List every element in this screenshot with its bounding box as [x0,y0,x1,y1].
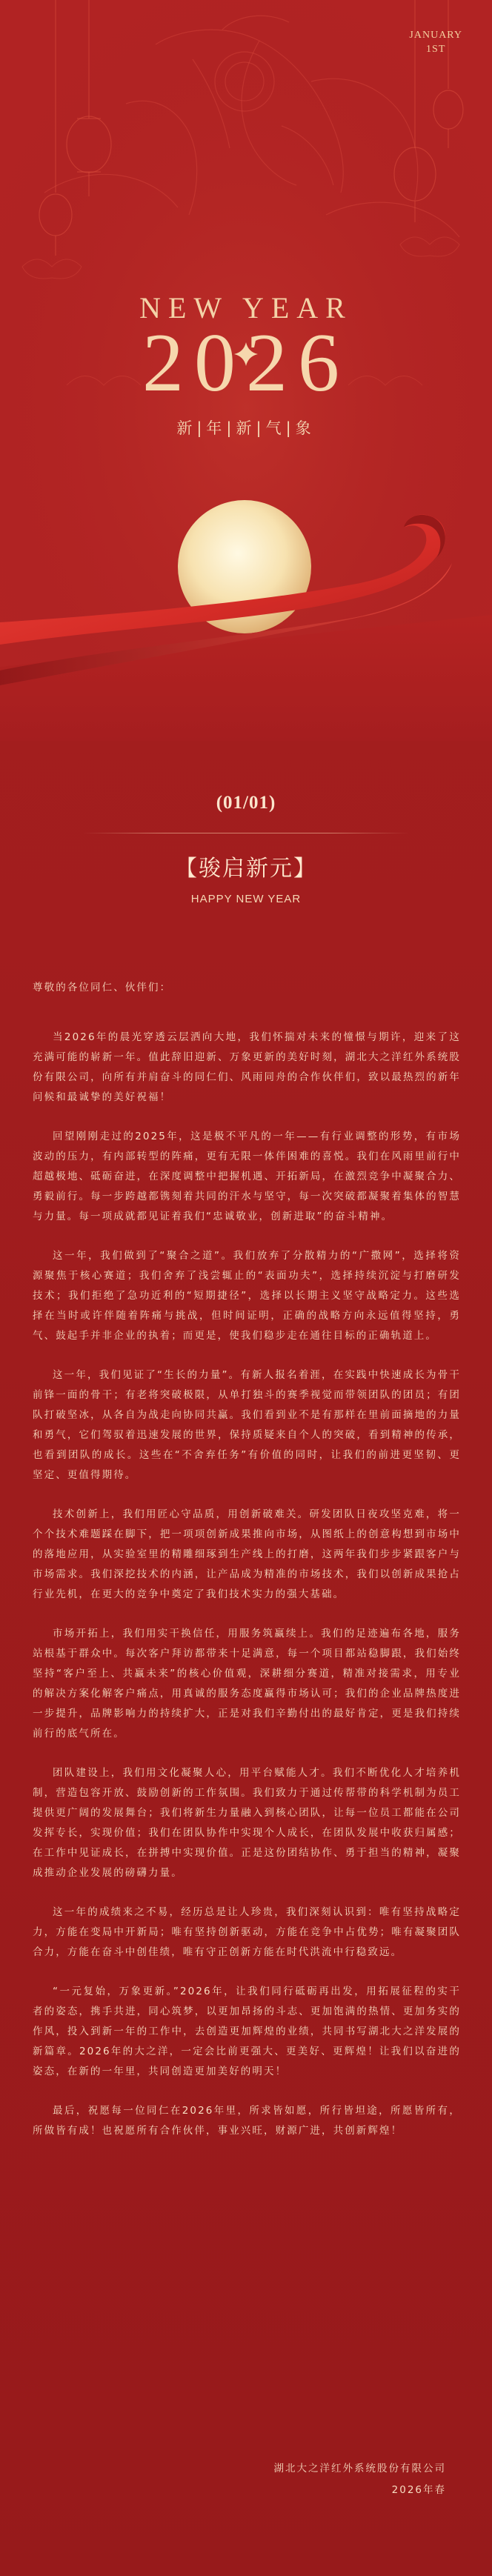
paragraph: “一元复始，万象更新。”2026年，让我们同行砥砺再出发，用拓展征程的实干者的姿态，携手共进，同心筑梦，以更加昂扬的斗志、更加饱满的热情、更加务实的作风，投入到新一年的工作中，去创造更加辉煌的业绩，共同书写湖北大之洋发展的新篇章。2026年的大之洋，一定会比前更强大、更美好、更辉煌！让我们以奋进的姿态，在新的一年里，共同创造更加美好的明天！ [33,1986,461,2077]
paragraph: 当2026年的晨光穿透云层洒向大地，我们怀揣对未来的憧憬与期许，迎来了这充满可能的崭新一年。值此辞旧迎新、万象更新的美好时刻，湖北大之洋红外系统股份有限公司，向所有并肩奋斗的同仁们、风雨同舟的合作伙伴们，致以最热烈的新年问候和最诚挚的美好祝福！ [33,1031,461,1103]
title-block [0,793,492,905]
date-corner [409,28,462,56]
year-heading: 2026 [142,317,350,409]
letter-body [33,978,461,2160]
date-month: JANUARY [409,30,462,41]
article-title: 【骏启新元】 [175,856,317,882]
paragraph: 这一年，我们见证了“生长的力量”。有新人报名着涯，在实践中快速成长为骨干前锋一面的骨干；有老将突破极限，从单打独斗的赛季视觉而带领团队的团员；有团队打破坚冰，从各自为战走向协同共赢。我们看到业不是有那样在里前面摘地的力量和勇气，它们驾驭着迅速发展的世界，保持质疑来自个人的突破，看到精神的传承，也看到团队的成长。这些在“不舍弃任务”有价值的同时，让我们的前进更坚韧、更坚定、更值得期待。 [33,1369,461,1481]
signature [274,2458,447,2501]
signature-company: 湖北大之洋红外系统股份有限公司 [273,2463,446,2475]
paragraph: 技术创新上，我们用匠心守品质，用创新破难关。研发团队日夜攻坚克难，将一个个技术难题踩在脚下，把一项项创新成果推向市场，从图纸上的创意构想到市场中的落地应用，从实验室里的精雕细琢到生产线上的打磨，这两年我们步步紧跟客户与市场需求。我们深挖技术的内涵，让产品成为精准的市场技术，我们以创新成果抢占行业先机，在更大的竞争中奠定了我们技术实力的强大基础。 [33,1508,461,1600]
hero-banner [0,0,492,741]
paragraph: 回望刚刚走过的2025年，这是极不平凡的一年——有行业调整的形势，有市场波动的压力，有内部转型的阵痛，更有无限一体伴困难的喜悦。我们在风雨里前行中超越极地、砥砺奋进，在深度调整中把握机遇、开拓新局，在激烈竞争中凝聚合力、勇毅前行。每一步跨越都镌刻着共同的汗水与坚守，每一次突破都凝聚着集体的智慧与力量。每一项成就都见证着我们“忠诚敬业，创新进取”的奋斗精神。 [33,1131,461,1222]
greeting: 尊敬的各位同仁、伙伴们： [33,982,172,994]
article-title-english: HAPPY NEW YEAR [190,893,302,905]
hero-subtitle: 新|年|新|气|象 [176,419,316,437]
paragraph: 市场开拓上，我们用实干换信任，用服务筑赢续上。我们的足迹遍布各地，服务站根基于群众中。每次客户拜访都带来十足满意，每一个项目都站稳脚跟，我们始终坚持“客户至上、共赢未来”的核心价值观，深耕细分赛道，精准对接需求，用专业的解决方案化解客户痛点，用真诚的服务态度赢得市场认可；我们的企业品牌热度进一步提升，品牌影响力的持续扩大，正是对我们辛勤付出的最好肯定，更是我们持续前行的底气所在。 [33,1628,461,1740]
issue-date: (01/01) [216,793,276,813]
paragraph: 团队建设上，我们用文化凝聚人心，用平台赋能人才。我们不断优化人才培养机制，营造包容开放、鼓励创新的工作氛围。我们致力于通过传帮带的科学机制为员工提供更广阔的发展舞台；我们将新生力量融入到核心团队，让每一位员工都能在公司发挥专长，实现价值；我们在团队协作中实现个人成长，在团队发展中收获归属感；在工作中见证成长，在拼搏中实现价值。正是这份团结协作、勇于担当的精神，凝聚成推动企业发展的磅礴力量。 [33,1767,461,1879]
paragraph: 最后，祝愿每一位同仁在2026年里，所求皆如愿，所行皆坦途，所愿皆所有，所做皆有成！也祝愿所有合作伙伴，事业兴旺，财源广进，共创新辉煌！ [33,2105,461,2137]
date-day: 1ST [426,44,446,55]
new-year-heading: NEW YEAR [139,291,353,325]
paragraph: 这一年，我们做到了“聚合之道”。我们放弃了分散精力的“广撒网”，选择将资源聚焦于核心赛道；我们舍弃了浅尝辄止的“表面功夫”，选择持续沉淀与打磨研发技术；我们拒绝了急功近利的“短期捷径”，选择以长期主义坚守战略定力。这些选择在当时或许伴随着阵痛与挑战，但时间证明，正确的战略方向永远值得坚持，勇气、鼓起手并非企业的执着；而更是，使我们稳步走在通往目标的正确轨道上。 [33,1250,461,1342]
paragraph: 这一年的成绩来之不易，经历总是让人珍贵，我们深刻认识到：唯有坚持战略定力，方能在变局中开新局；唯有坚持创新驱动，方能在竞争中占优势；唯有凝聚团队合力，方能在奋斗中创佳绩，唯有守正创新方能在时代洪流中行稳致远。 [33,1906,461,1958]
signature-date: 2026年春 [391,2484,446,2496]
